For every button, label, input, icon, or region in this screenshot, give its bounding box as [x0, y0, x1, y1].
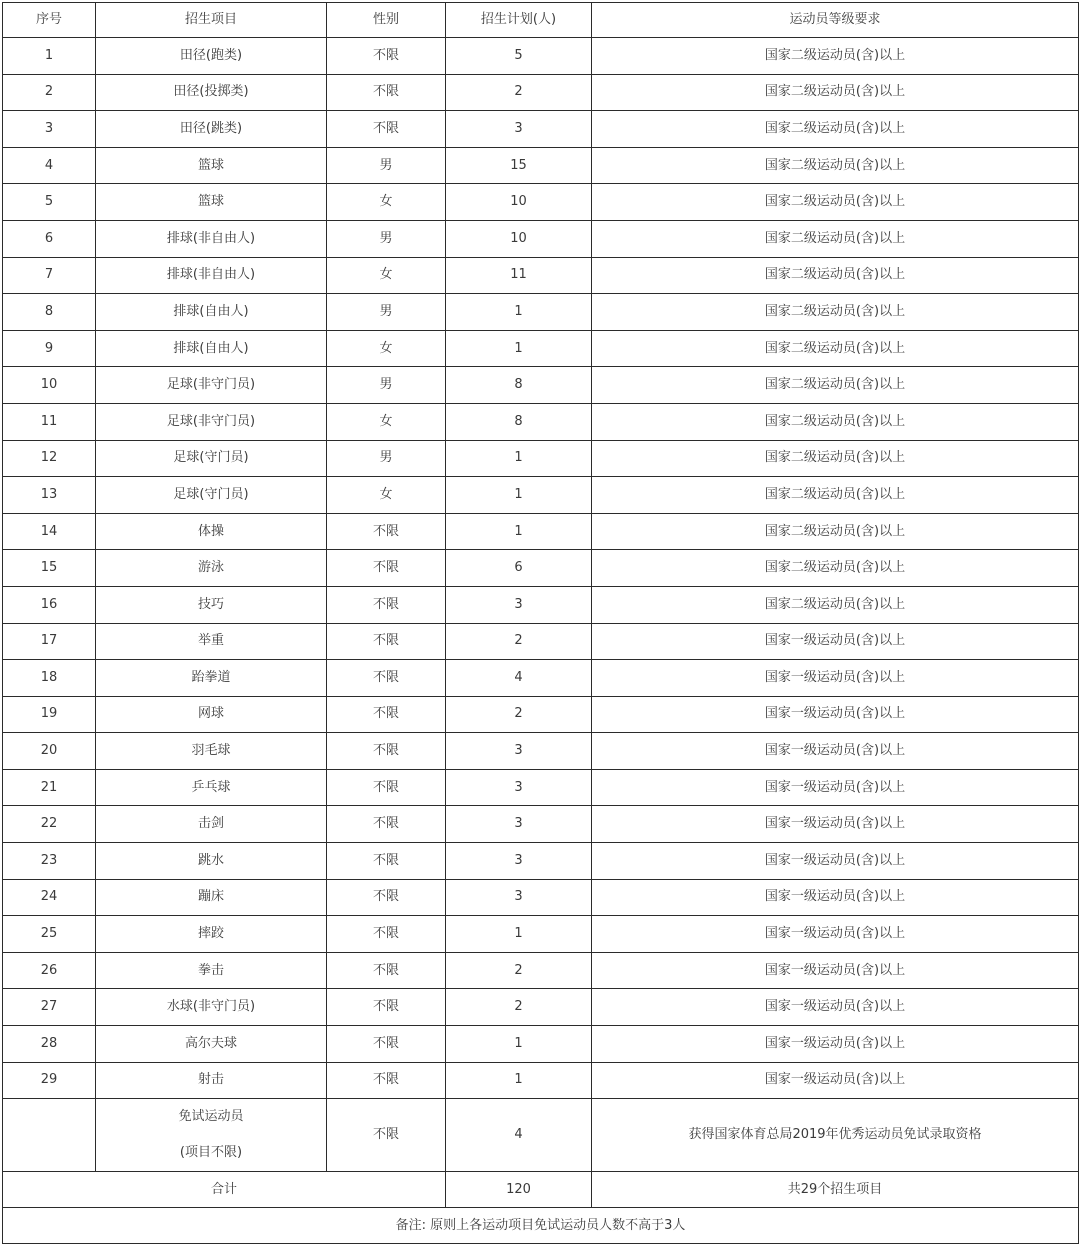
cell-item: 技巧: [96, 586, 327, 623]
table-row: [3, 367, 1079, 404]
cell-requirement: 国家二级运动员(含)以上: [592, 513, 1079, 550]
table-row: [3, 806, 1079, 843]
cell-no: 3: [3, 111, 96, 148]
cell-no: 17: [3, 623, 96, 660]
cell-gender: 不限: [327, 806, 446, 843]
cell-gender: 女: [327, 330, 446, 367]
cell-gender: 男: [327, 147, 446, 184]
cell-gender: 不限: [327, 879, 446, 916]
cell-requirement: 国家二级运动员(含)以上: [592, 184, 1079, 221]
total-plan: 120: [446, 1172, 592, 1208]
cell-item: 篮球: [96, 147, 327, 184]
cell-gender: 不限: [327, 843, 446, 880]
cell-requirement: 国家二级运动员(含)以上: [592, 586, 1079, 623]
cell-gender: 不限: [327, 74, 446, 111]
cell-plan: 3: [446, 769, 592, 806]
cell-no: 10: [3, 367, 96, 404]
exempt-item-line1: 免试运动员: [178, 1109, 244, 1125]
cell-item: 蹦床: [96, 879, 327, 916]
cell-no: 11: [3, 403, 96, 440]
cell-plan: 3: [446, 843, 592, 880]
cell-gender: 不限: [327, 1062, 446, 1099]
cell-no: 16: [3, 586, 96, 623]
cell-requirement: 国家一级运动员(含)以上: [592, 623, 1079, 660]
exempt-plan: 4: [446, 1099, 592, 1172]
cell-gender: 不限: [327, 111, 446, 148]
cell-gender: 不限: [327, 1026, 446, 1063]
table-header-row: [3, 3, 1079, 38]
table-footer: [3, 1099, 1079, 1244]
cell-requirement: 国家二级运动员(含)以上: [592, 550, 1079, 587]
table-row: [3, 769, 1079, 806]
cell-gender: 女: [327, 477, 446, 514]
exempt-no: [3, 1099, 96, 1172]
cell-requirement: 国家一级运动员(含)以上: [592, 843, 1079, 880]
cell-no: 26: [3, 952, 96, 989]
cell-gender: 不限: [327, 550, 446, 587]
table-body: [3, 38, 1079, 1099]
cell-no: 19: [3, 696, 96, 733]
cell-item: 射击: [96, 1062, 327, 1099]
cell-item: 网球: [96, 696, 327, 733]
table-row: [3, 879, 1079, 916]
table-row: [3, 733, 1079, 770]
cell-no: 24: [3, 879, 96, 916]
cell-item: 高尔夫球: [96, 1026, 327, 1063]
cell-item: 击剑: [96, 806, 327, 843]
cell-plan: 2: [446, 74, 592, 111]
cell-plan: 3: [446, 733, 592, 770]
cell-plan: 3: [446, 879, 592, 916]
cell-item: 足球(非守门员): [96, 367, 327, 404]
cell-requirement: 国家二级运动员(含)以上: [592, 440, 1079, 477]
cell-no: 29: [3, 1062, 96, 1099]
cell-no: 13: [3, 477, 96, 514]
header-no: 序号: [3, 3, 96, 38]
cell-requirement: 国家二级运动员(含)以上: [592, 38, 1079, 75]
cell-plan: 3: [446, 806, 592, 843]
cell-plan: 4: [446, 660, 592, 697]
cell-gender: 男: [327, 220, 446, 257]
total-requirement: 共29个招生项目: [592, 1172, 1079, 1208]
cell-plan: 6: [446, 550, 592, 587]
exempt-item: [96, 1099, 327, 1172]
cell-requirement: 国家二级运动员(含)以上: [592, 403, 1079, 440]
table-row: [3, 1062, 1079, 1099]
cell-requirement: 国家二级运动员(含)以上: [592, 147, 1079, 184]
exempt-row: [3, 1099, 1079, 1172]
cell-requirement: 国家一级运动员(含)以上: [592, 806, 1079, 843]
cell-item: 排球(非自由人): [96, 257, 327, 294]
table-row: [3, 696, 1079, 733]
cell-gender: 不限: [327, 733, 446, 770]
cell-gender: 不限: [327, 586, 446, 623]
header-plan: 招生计划(人): [446, 3, 592, 38]
cell-no: 18: [3, 660, 96, 697]
table-row: [3, 513, 1079, 550]
table-row: [3, 184, 1079, 221]
cell-item: 田径(跳类): [96, 111, 327, 148]
cell-plan: 1: [446, 477, 592, 514]
cell-plan: 1: [446, 513, 592, 550]
cell-requirement: 国家一级运动员(含)以上: [592, 952, 1079, 989]
cell-gender: 不限: [327, 513, 446, 550]
cell-requirement: 国家二级运动员(含)以上: [592, 111, 1079, 148]
cell-no: 7: [3, 257, 96, 294]
cell-plan: 8: [446, 403, 592, 440]
cell-item: 田径(跑类): [96, 38, 327, 75]
cell-item: 羽毛球: [96, 733, 327, 770]
cell-no: 12: [3, 440, 96, 477]
cell-gender: 不限: [327, 660, 446, 697]
cell-no: 22: [3, 806, 96, 843]
cell-gender: 不限: [327, 952, 446, 989]
cell-gender: 男: [327, 294, 446, 331]
cell-requirement: 国家一级运动员(含)以上: [592, 696, 1079, 733]
cell-requirement: 国家一级运动员(含)以上: [592, 989, 1079, 1026]
cell-item: 排球(自由人): [96, 294, 327, 331]
cell-requirement: 国家二级运动员(含)以上: [592, 330, 1079, 367]
cell-gender: 女: [327, 403, 446, 440]
cell-requirement: 国家一级运动员(含)以上: [592, 879, 1079, 916]
cell-gender: 男: [327, 440, 446, 477]
cell-requirement: 国家二级运动员(含)以上: [592, 367, 1079, 404]
cell-requirement: 国家二级运动员(含)以上: [592, 294, 1079, 331]
cell-gender: 不限: [327, 623, 446, 660]
table-row: [3, 623, 1079, 660]
table-row: [3, 74, 1079, 111]
cell-no: 9: [3, 330, 96, 367]
cell-requirement: 国家一级运动员(含)以上: [592, 1026, 1079, 1063]
table-row: [3, 440, 1079, 477]
cell-no: 5: [3, 184, 96, 221]
table-row: [3, 477, 1079, 514]
cell-item: 田径(投掷类): [96, 74, 327, 111]
table-row: [3, 294, 1079, 331]
cell-item: 跳水: [96, 843, 327, 880]
table-row: [3, 403, 1079, 440]
cell-no: 15: [3, 550, 96, 587]
cell-requirement: 国家二级运动员(含)以上: [592, 477, 1079, 514]
cell-no: 14: [3, 513, 96, 550]
cell-plan: 2: [446, 623, 592, 660]
cell-item: 足球(非守门员): [96, 403, 327, 440]
table-row: [3, 550, 1079, 587]
admission-table-container: [2, 2, 1078, 1244]
cell-item: 足球(守门员): [96, 477, 327, 514]
cell-plan: 1: [446, 1026, 592, 1063]
cell-gender: 不限: [327, 696, 446, 733]
cell-plan: 10: [446, 220, 592, 257]
cell-plan: 2: [446, 696, 592, 733]
cell-plan: 11: [446, 257, 592, 294]
cell-no: 2: [3, 74, 96, 111]
cell-plan: 2: [446, 952, 592, 989]
table-row: [3, 952, 1079, 989]
header-item: 招生项目: [96, 3, 327, 38]
cell-requirement: 国家一级运动员(含)以上: [592, 1062, 1079, 1099]
cell-gender: 不限: [327, 38, 446, 75]
cell-requirement: 国家二级运动员(含)以上: [592, 257, 1079, 294]
cell-item: 拳击: [96, 952, 327, 989]
table-row: [3, 330, 1079, 367]
cell-plan: 1: [446, 440, 592, 477]
table-row: [3, 989, 1079, 1026]
table-row: [3, 147, 1079, 184]
cell-plan: 5: [446, 38, 592, 75]
admission-table: [2, 2, 1079, 1244]
cell-requirement: 国家一级运动员(含)以上: [592, 916, 1079, 953]
cell-plan: 8: [446, 367, 592, 404]
total-label: 合计: [3, 1172, 446, 1208]
header-requirement: 运动员等级要求: [592, 3, 1079, 38]
cell-plan: 1: [446, 294, 592, 331]
cell-requirement: 国家一级运动员(含)以上: [592, 660, 1079, 697]
cell-item: 排球(非自由人): [96, 220, 327, 257]
cell-gender: 不限: [327, 769, 446, 806]
cell-item: 体操: [96, 513, 327, 550]
exempt-item-line2: (项目不限): [179, 1145, 243, 1161]
cell-item: 篮球: [96, 184, 327, 221]
table-row: [3, 38, 1079, 75]
table-row: [3, 586, 1079, 623]
cell-gender: 女: [327, 257, 446, 294]
total-row: [3, 1172, 1079, 1208]
table-row: [3, 111, 1079, 148]
table-row: [3, 1026, 1079, 1063]
cell-plan: 3: [446, 111, 592, 148]
cell-no: 4: [3, 147, 96, 184]
table-row: [3, 843, 1079, 880]
cell-gender: 不限: [327, 989, 446, 1026]
cell-plan: 1: [446, 330, 592, 367]
note-text: 备注: 原则上各运动项目免试运动员人数不高于3人: [3, 1208, 1079, 1244]
cell-item: 跆拳道: [96, 660, 327, 697]
cell-item: 足球(守门员): [96, 440, 327, 477]
table-row: [3, 220, 1079, 257]
cell-item: 排球(自由人): [96, 330, 327, 367]
cell-item: 游泳: [96, 550, 327, 587]
cell-no: 25: [3, 916, 96, 953]
cell-item: 摔跤: [96, 916, 327, 953]
cell-plan: 3: [446, 586, 592, 623]
cell-requirement: 国家二级运动员(含)以上: [592, 74, 1079, 111]
cell-no: 1: [3, 38, 96, 75]
cell-plan: 15: [446, 147, 592, 184]
cell-no: 6: [3, 220, 96, 257]
exempt-gender: 不限: [327, 1099, 446, 1172]
cell-item: 乒乓球: [96, 769, 327, 806]
cell-item: 水球(非守门员): [96, 989, 327, 1026]
cell-gender: 男: [327, 367, 446, 404]
cell-no: 20: [3, 733, 96, 770]
table-row: [3, 660, 1079, 697]
cell-requirement: 国家二级运动员(含)以上: [592, 220, 1079, 257]
cell-plan: 1: [446, 916, 592, 953]
cell-gender: 女: [327, 184, 446, 221]
cell-requirement: 国家一级运动员(含)以上: [592, 733, 1079, 770]
header-gender: 性别: [327, 3, 446, 38]
cell-plan: 10: [446, 184, 592, 221]
cell-plan: 2: [446, 989, 592, 1026]
cell-no: 21: [3, 769, 96, 806]
cell-no: 27: [3, 989, 96, 1026]
table-row: [3, 257, 1079, 294]
cell-gender: 不限: [327, 916, 446, 953]
cell-item: 举重: [96, 623, 327, 660]
cell-no: 8: [3, 294, 96, 331]
table-row: [3, 916, 1079, 953]
cell-no: 23: [3, 843, 96, 880]
cell-no: 28: [3, 1026, 96, 1063]
note-row: [3, 1208, 1079, 1244]
exempt-requirement: 获得国家体育总局2019年优秀运动员免试录取资格: [592, 1099, 1079, 1172]
cell-plan: 1: [446, 1062, 592, 1099]
cell-requirement: 国家一级运动员(含)以上: [592, 769, 1079, 806]
